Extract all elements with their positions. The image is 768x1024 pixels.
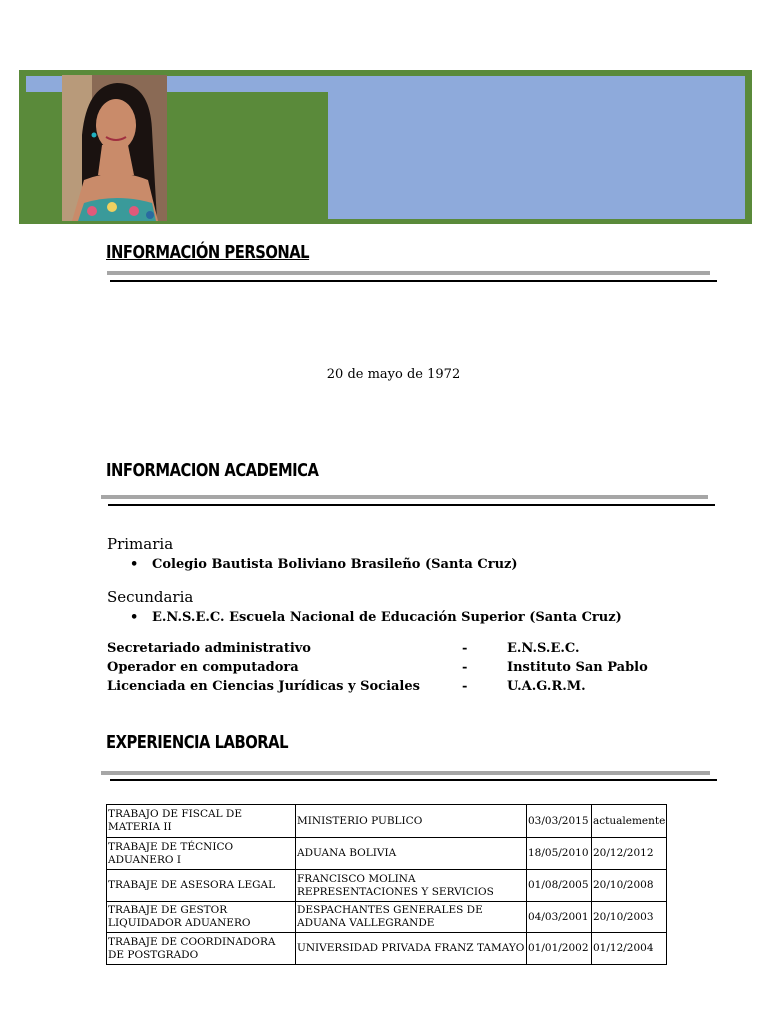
degree-row xyxy=(107,660,667,679)
job-start: 18/05/2010 xyxy=(527,838,592,870)
secondary-school: E.N.S.E.C. Escuela Nacional de Educación Superior (Santa Cruz) xyxy=(152,610,622,625)
divider xyxy=(108,504,715,506)
job-end: 01/12/2004 xyxy=(592,933,667,965)
job-end: actualemente xyxy=(592,805,667,838)
table-row xyxy=(107,933,667,965)
section-title-academic: INFORMACION ACADEMICA xyxy=(106,460,319,481)
primary-school: Colegio Bautista Boliviano Brasileño (Santa Cruz) xyxy=(152,557,518,572)
job-end: 20/10/2003 xyxy=(592,902,667,933)
degree-separator: - xyxy=(462,641,468,656)
job-start: 04/03/2001 xyxy=(527,902,592,933)
job-position: TRABAJO DE FISCAL DE MATERIA II xyxy=(107,805,296,838)
bullet-icon: • xyxy=(130,557,139,572)
degree-row xyxy=(107,641,667,660)
divider xyxy=(107,271,710,275)
job-start: 03/03/2015 xyxy=(527,805,592,838)
divider xyxy=(101,495,708,499)
job-employer: UNIVERSIDAD PRIVADA FRANZ TAMAYO xyxy=(296,933,527,965)
job-employer: FRANCISCO MOLINA REPRESENTACIONES Y SERVICIOS xyxy=(296,870,527,902)
primary-school-item xyxy=(130,557,518,572)
birth-date: 20 de mayo de 1972 xyxy=(326,367,461,382)
experience-table xyxy=(106,804,667,965)
table-row xyxy=(107,870,667,902)
section-title-experience: EXPERIENCIA LABORAL xyxy=(106,732,289,753)
job-end: 20/12/2012 xyxy=(592,838,667,870)
job-employer: MINISTERIO PUBLICO xyxy=(296,805,527,838)
degree-title: Secretariado administrativo xyxy=(107,641,311,656)
job-position: TRABAJE DE GESTOR LIQUIDADOR ADUANERO xyxy=(107,902,296,933)
job-start: 01/08/2005 xyxy=(527,870,592,902)
table-row xyxy=(107,805,667,838)
profile-photo xyxy=(62,75,167,221)
secondary-school-item xyxy=(130,610,622,625)
divider xyxy=(110,280,717,282)
degree-title: Operador en computadora xyxy=(107,660,299,675)
bullet-icon: • xyxy=(130,610,139,625)
degree-institution: U.A.G.R.M. xyxy=(507,679,586,694)
degree-title: Licenciada en Ciencias Jurídicas y Sociales xyxy=(107,679,420,694)
job-end: 20/10/2008 xyxy=(592,870,667,902)
job-start: 01/01/2002 xyxy=(527,933,592,965)
table-row xyxy=(107,838,667,870)
primary-label: Primaria xyxy=(107,535,174,553)
divider xyxy=(110,779,717,781)
banner-panel xyxy=(328,76,745,219)
degree-row xyxy=(107,679,667,698)
divider xyxy=(101,771,710,775)
degree-separator: - xyxy=(462,679,468,694)
job-employer: ADUANA BOLIVIA xyxy=(296,838,527,870)
secondary-label: Secundaria xyxy=(107,588,194,606)
degree-institution: Instituto San Pablo xyxy=(507,660,648,675)
job-employer: DESPACHANTES GENERALES DE ADUANA VALLEGRANDE xyxy=(296,902,527,933)
table-row xyxy=(107,902,667,933)
degree-separator: - xyxy=(462,660,468,675)
degree-institution: E.N.S.E.C. xyxy=(507,641,580,656)
job-position: TRABAJE DE COORDINADORA DE POSTGRADO xyxy=(107,933,296,965)
job-position: TRABAJE DE TÉCNICO ADUANERO I xyxy=(107,838,296,870)
job-position: TRABAJE DE ASESORA LEGAL xyxy=(107,870,296,902)
section-title-personal: INFORMACIÓN PERSONAL xyxy=(106,242,310,263)
